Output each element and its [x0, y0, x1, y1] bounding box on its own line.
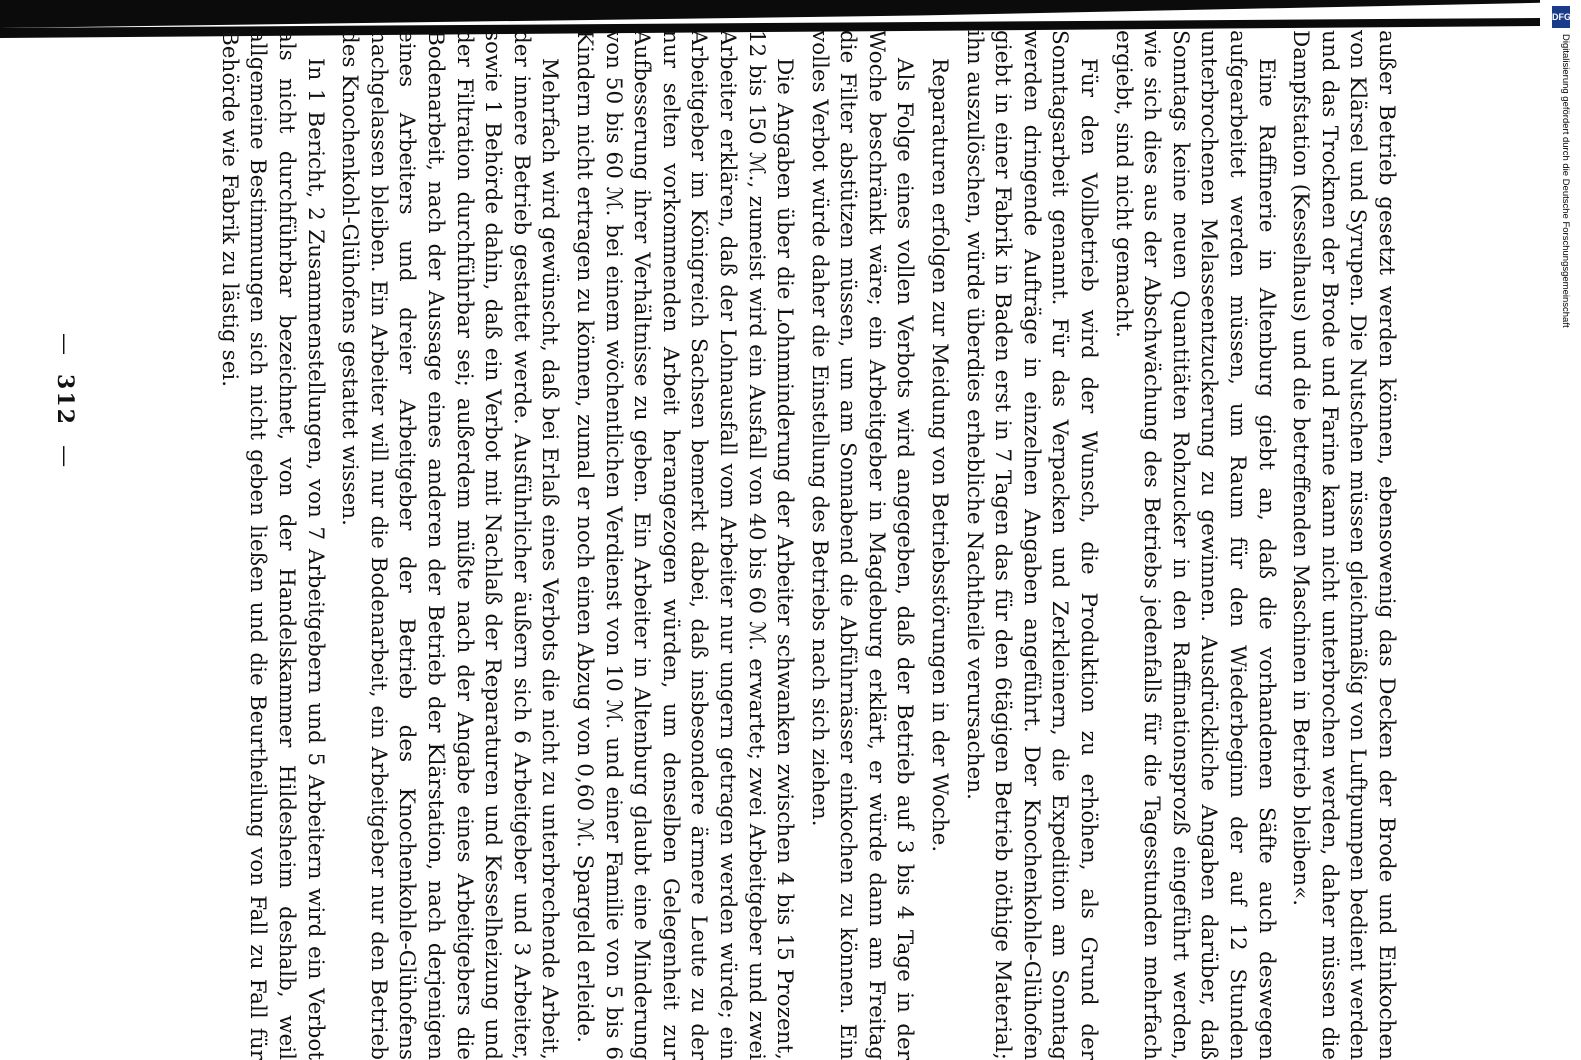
paragraph: Mehrfach wird gewünscht, daß bei Erlaß eines Verbots die nicht zu unterbrechende Arbeit, der innere Betrieb gestattet werde. Ausführlicher äußern sich 6 Arbeitgeber und 3 Arbeiter, sowie 1 Behörde dahin, daß ein Verbot mit Nachlaß der Reparaturen und Kesselheizung und der Filtration durchführbar sei; außerdem müßte nach der Angabe eines Arbeitgebers die Bodenarbeit, nach der Aussage eines anderen der Betrieb der Klärstation, nach derjenigen eines Arbeiters und dreier Arbeitgeber der Betrieb des Knochenkohle-Glühofens nachgelassen bleiben. Ein Arbeiter will nur die Bodenarbeit, ein Arbeitgeber nur den Betrieb des Knochenkohl-Glühofens gestattet wissen. — [337, 30, 563, 1060]
header-dash-left: — — [52, 332, 77, 355]
rotated-page — [90, 30, 1400, 1060]
body-text — [208, 30, 1400, 1060]
paragraph: Eine Raffinerie in Altenburg giebt an, daß die vorhandenen Säfte auch deswegen aufgearbeitet werden müssen, um Raum für den Wiederbeginn der auf 12 Stunden unterbrochenen Melasseentzuckerung zu gewinnen. Ausdrückliche Angaben darüber, daß Sonntags keine neuen Quantitäten Rohzucker in den Raffinationsprozß eingeführt werden, wie sich dies aus der Abschwächung des Betriebs jedenfalls für die Tagesstunden mehrfach ergiebt, sind nicht gemacht. — [1110, 30, 1279, 1060]
page-header — [48, 300, 78, 500]
paragraph: Für den Vollbetrieb wird der Wunsch, die Produktion zu erhöhen, als Grund der Sonntagsarbeit genannt. Für das Verpacken und Zerkleinern, die Expedition am Sonntag werden dringende Aufträge in einzelnen Angaben angeführt. Der Knochenkohle-Glühofen giebt in einer Fabrik in Baden erst in 7 Tagen das für den 6tägigen Betrieb nöthige Material; ihn auszulöschen, würde überdies erhebliche Nachtheile verursachen. — [961, 30, 1102, 1060]
header-dash-right: — — [52, 445, 77, 468]
dfg-footer — [1549, 0, 1575, 1000]
paragraph: Reparaturen erfolgen zur Meidung von Betriebsstörungen in der Woche. — [927, 58, 953, 853]
paragraph: Als Folge eines vollen Verbots wird angegeben, daß der Betrieb auf 3 bis 4 Tage in der Woche beschränkt wäre; ein Arbeitgeber in Magdeburg erklärt, er würde dann am Freitag die Filter abstützen müssen, um am Sonnabend die Abführnässer einkochen zu können. Ein volles Verbot würde daher die Einstellung des Betriebs nach sich ziehen. — [806, 30, 918, 1060]
paragraph: außer Betrieb gesetzt werden können, ebensowenig das Decken der Brode und Einkochen von Klärsel und Syrupen. Die Nutschen müssen gleichmäßig von Luftpumpen bedient werden und das Trocknen der Brode und Farine kann nicht unterbrochen werden, daher müssen die Dampfstation (Kesselhaus) und die betreffenden Maschinen in Betrieb bleiben«. — [1288, 30, 1399, 1060]
paragraph: In 1 Bericht, 2 Zusammenstellungen, von 7 Arbeitgebern und 5 Arbeitern wird ein Verbot als nicht durchführbar bezeichnet, von der Handelskammer Hildesheim deshalb, weil allgemeine Bestimmungen sich nicht geben ließen und die Beurtheilung von Fall zu Fall für Behörde wie Fabrik zu lästig sei. — [216, 30, 328, 1060]
paragraph: Die Angaben über die Lohnminderung der Arbeiter schwanken zwischen 4 bis 15 Prozent, 12 bis 150 ℳ., zumeist wird ein Ausfall von 40 bis 60 ℳ. erwartet; zwei Arbeitgeber und zwei Arbeiter erklären, daß der Lohnausfall vom Arbeiter nur ungern getragen werden würde; ein Arbeitgeber im Königreich Sachsen bemerkt dabei, daß insbesondere ärmere Leute zu der nur selten vorkommenden Arbeit herangezogen würden, um denselben Gelegenheit zur Aufbesserung ihrer Verhältnisse zu geben. Ein Arbeiter in Altenburg glaubt eine Minderung von 50 bis 60 ℳ. bei einem wöchentlichen Verdienst von 10 ℳ. und einer Familie von 5 bis 6 Kindern nicht ertragen zu können, zumal er noch einen Abzug von 0,60 ℳ. Spargeld erleide. — [571, 30, 798, 1060]
dfg-notice: Digitalisierung gefördert durch die Deutsche Forschungsgemeinschaft — [1560, 34, 1571, 328]
dfg-logo: DFG — [1552, 6, 1570, 28]
page-number: 312 — [52, 374, 78, 426]
